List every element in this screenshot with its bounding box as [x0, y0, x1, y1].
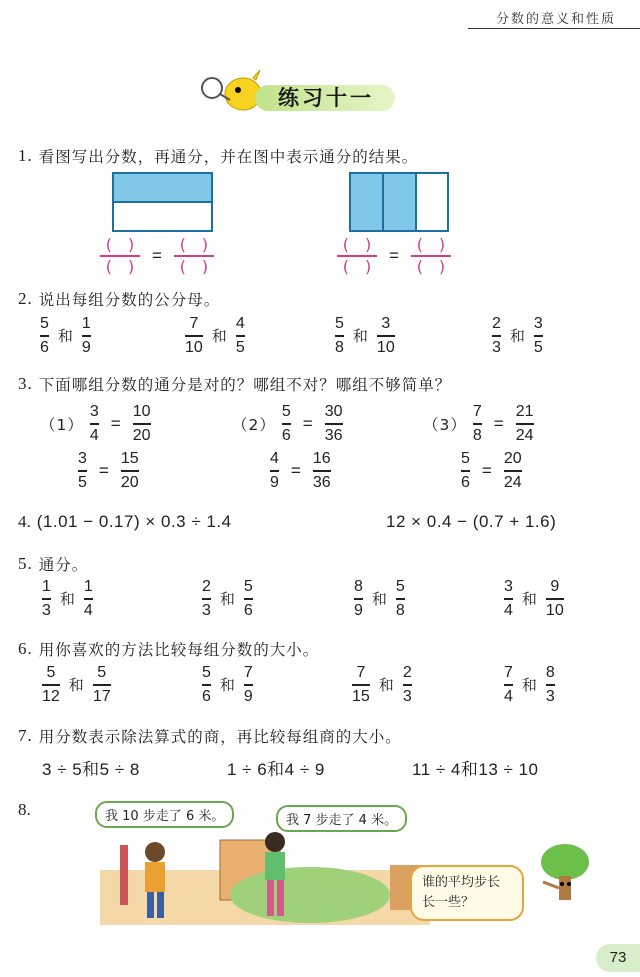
fraction-pair: $\frac{7}{15}$ 和 $\frac{2}{3}$	[352, 664, 412, 705]
fraction: $\frac{2}{3}$	[202, 578, 211, 619]
fraction-pair: $\frac{8}{9}$ 和 $\frac{5}{8}$	[354, 578, 405, 619]
division-pair: 3 ÷ 5和5 ÷ 8	[42, 760, 140, 779]
question-4	[18, 512, 232, 532]
header-rule	[468, 28, 640, 29]
fraction: $\frac{5}{8}$	[335, 315, 344, 356]
fraction	[411, 236, 451, 276]
fraction: $\frac{5}{6}$	[461, 450, 470, 491]
fraction	[100, 236, 140, 276]
fraction-pair: $\frac{5}{6}$ 和 $\frac{7}{9}$	[202, 664, 253, 705]
fraction: $\frac{15}{20}$	[120, 450, 139, 491]
question-number: 4.	[18, 512, 31, 531]
q3-group-2-row-2: $\frac{4}{9}$ = $\frac{16}{36}$	[270, 450, 331, 491]
fraction: $\frac{3}{10}$	[376, 315, 395, 356]
fraction: $\frac{5}{6}$	[202, 664, 211, 705]
fraction: $\frac{7}{10}$	[185, 315, 203, 356]
question-number: 6.	[18, 639, 33, 658]
fraction: $\frac{3}{5}$	[533, 315, 543, 356]
question-number: 7.	[18, 726, 33, 745]
blank-numerator[interactable]: ( )	[105, 235, 135, 254]
blank-numerator[interactable]: ( )	[179, 235, 209, 254]
blank-denominator[interactable]: ( )	[342, 256, 372, 276]
question-text: 通分。	[38, 556, 89, 574]
group-label: （3）	[423, 415, 467, 434]
fraction: $\frac{2}{3}$	[492, 315, 501, 356]
group-label: （2）	[232, 415, 276, 434]
fraction: $\frac{16}{36}$	[312, 450, 331, 491]
fraction: $\frac{5}{17}$	[92, 664, 111, 705]
equals-sign: =	[389, 245, 399, 265]
q1-blank-equation-right	[337, 236, 451, 276]
tree-mascot-icon	[535, 840, 595, 910]
fraction: $\frac{7}{4}$	[504, 664, 513, 705]
fraction-pair: $\frac{5}{6}$ 和 $\frac{1}{9}$	[40, 315, 91, 356]
schoolyard-illustration	[100, 830, 430, 925]
girl-speech-bubble: 我 7 步走了 4 米。	[276, 805, 407, 832]
division-pair: 1 ÷ 6和4 ÷ 9	[227, 760, 325, 779]
rectangle-diagram-thirds	[349, 172, 451, 234]
fraction: $\frac{10}{20}$	[132, 403, 151, 444]
fraction: $\frac{5}{12}$	[42, 664, 60, 705]
running-header: 分数的意义和性质	[495, 12, 616, 27]
fraction: $\frac{8}{3}$	[545, 664, 555, 705]
blank-numerator[interactable]: ( )	[342, 235, 372, 254]
fraction: $\frac{5}{6}$	[40, 315, 49, 356]
fraction: $\frac{20}{24}$	[503, 450, 522, 491]
fraction-pair: $\frac{7}{10}$ 和 $\frac{4}{5}$	[185, 315, 245, 356]
fraction-pair: $\frac{7}{4}$ 和 $\frac{8}{3}$	[504, 664, 555, 705]
question-text: 下面哪组分数的通分是对的？哪组不对？哪组不够简单？	[38, 376, 452, 394]
question-3	[18, 373, 451, 395]
fraction: $\frac{3}{5}$	[78, 450, 87, 491]
division-pair: 11 ÷ 4和13 ÷ 10	[412, 760, 539, 779]
question-speech-bubble: 谁的平均步长长一些？	[410, 865, 524, 921]
q3-group-2-row-1: （2） $\frac{5}{6}$ = $\frac{30}{36}$	[232, 403, 343, 444]
boy-speech-bubble: 我 10 步走了 6 米。	[95, 801, 234, 828]
question-text: 看图写出分数，再通分，并在图中表示通分的结果。	[38, 148, 419, 166]
blank-numerator[interactable]: ( )	[416, 235, 446, 254]
question-1	[18, 145, 418, 167]
fraction	[174, 236, 214, 276]
expression-1: (1.01 − 0.17) × 0.3 ÷ 1.4	[36, 512, 232, 531]
fraction: $\frac{8}{9}$	[354, 578, 363, 619]
fraction: $\frac{1}{4}$	[83, 578, 93, 619]
fraction: $\frac{7}{8}$	[472, 403, 482, 444]
fraction: $\frac{4}{9}$	[270, 450, 279, 491]
fraction-pair: $\frac{2}{3}$ 和 $\frac{5}{6}$	[202, 578, 253, 619]
fraction: $\frac{5}{6}$	[281, 403, 291, 444]
fraction-pair: $\frac{2}{3}$ 和 $\frac{3}{5}$	[492, 315, 543, 356]
fraction-pair: $\frac{5}{8}$ 和 $\frac{3}{10}$	[335, 315, 395, 356]
blank-denominator[interactable]: ( )	[105, 256, 135, 276]
fraction: $\frac{5}{8}$	[395, 578, 405, 619]
question-number: 3.	[18, 374, 33, 393]
fraction-pair: $\frac{5}{12}$ 和 $\frac{5}{17}$	[42, 664, 111, 705]
question-8-number: 8.	[18, 800, 31, 819]
blank-denominator[interactable]: ( )	[416, 256, 446, 276]
fraction: $\frac{3}{4}$	[89, 403, 99, 444]
q1-blank-equation-left	[100, 236, 214, 276]
page-number: 73	[596, 944, 640, 972]
fraction: $\frac{30}{36}$	[324, 403, 343, 444]
fraction: $\frac{7}{15}$	[352, 664, 370, 705]
fraction	[337, 236, 377, 276]
fraction: $\frac{9}{10}$	[545, 578, 564, 619]
question-5	[18, 553, 88, 575]
question-2	[18, 288, 220, 310]
fraction: $\frac{4}{5}$	[235, 315, 245, 356]
question-text: 说出每组分数的公分母。	[38, 291, 221, 309]
fraction: $\frac{21}{24}$	[515, 403, 534, 444]
fraction: $\frac{7}{9}$	[243, 664, 253, 705]
fraction: $\frac{2}{3}$	[402, 664, 412, 705]
question-number: 5.	[18, 554, 33, 573]
q3-group-1-row-1: （1） $\frac{3}{4}$ = $\frac{10}{20}$	[40, 403, 151, 444]
expression-2: 12 × 0.4 − (0.7 + 1.6)	[386, 512, 557, 531]
blank-denominator[interactable]: ( )	[179, 256, 209, 276]
question-text: 用你喜欢的方法比较每组分数的大小。	[38, 641, 320, 659]
fraction: $\frac{1}{9}$	[81, 315, 91, 356]
equals-sign: =	[152, 245, 162, 265]
exercise-title: 练习十一	[278, 86, 374, 110]
q3-group-3-row-1: （3） $\frac{7}{8}$ = $\frac{21}{24}$	[423, 403, 534, 444]
question-number: 2.	[18, 289, 33, 308]
fraction-pair: $\frac{3}{4}$ 和 $\frac{9}{10}$	[504, 578, 564, 619]
q3-group-1-row-2: $\frac{3}{5}$ = $\frac{15}{20}$	[78, 450, 139, 491]
fraction: $\frac{1}{3}$	[42, 578, 51, 619]
question-number: 1.	[18, 146, 33, 165]
fraction: $\frac{3}{4}$	[504, 578, 513, 619]
question-7	[18, 725, 402, 747]
q3-group-3-row-2: $\frac{5}{6}$ = $\frac{20}{24}$	[461, 450, 522, 491]
rectangle-diagram-halves	[112, 172, 214, 234]
fraction: $\frac{5}{6}$	[243, 578, 253, 619]
question-6	[18, 638, 319, 660]
group-label: （1）	[40, 415, 84, 434]
question-text: 用分数表示除法算式的商，再比较每组商的大小。	[38, 728, 402, 746]
fraction-pair: $\frac{1}{3}$ 和 $\frac{1}{4}$	[42, 578, 93, 619]
